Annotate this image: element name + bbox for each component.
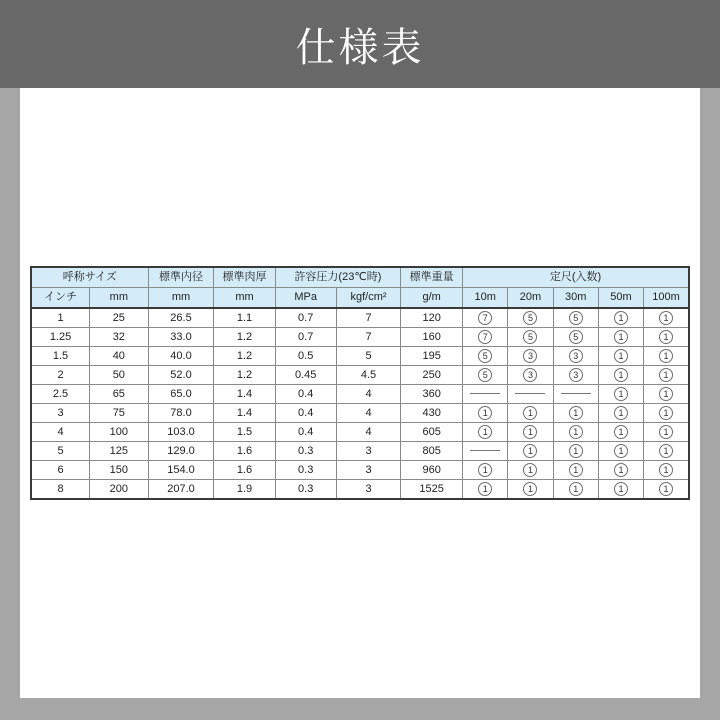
count-cell	[644, 328, 689, 347]
table-row	[31, 461, 689, 480]
header-inner-diameter: 標準内径	[148, 267, 214, 288]
count-cell	[553, 366, 598, 385]
header-mpa: MPa	[275, 288, 336, 309]
circled-number: 1	[659, 349, 673, 363]
count-cell	[598, 480, 643, 500]
table-cell: 0.45	[275, 366, 336, 385]
table-cell: 1	[31, 308, 90, 328]
table-cell: 0.3	[275, 480, 336, 500]
count-cell	[508, 423, 553, 442]
table-cell: 100	[90, 423, 149, 442]
circled-number: 1	[614, 330, 628, 344]
count-cell	[644, 442, 689, 461]
circled-number: 1	[523, 425, 537, 439]
table-cell: 2.5	[31, 385, 90, 404]
count-cell	[553, 461, 598, 480]
table-cell: 195	[401, 347, 463, 366]
header-30m: 30m	[553, 288, 598, 309]
circled-number: 1	[523, 444, 537, 458]
count-cell	[508, 461, 553, 480]
table-cell: 1.9	[214, 480, 275, 500]
spec-table-header	[31, 267, 689, 308]
dash-icon	[470, 450, 500, 451]
circled-number: 5	[523, 330, 537, 344]
table-cell: 33.0	[148, 328, 214, 347]
count-cell	[508, 404, 553, 423]
circled-number: 5	[569, 311, 583, 325]
circled-number: 1	[659, 387, 673, 401]
table-cell: 1.5	[214, 423, 275, 442]
table-row	[31, 347, 689, 366]
circled-number: 1	[659, 444, 673, 458]
table-cell: 805	[401, 442, 463, 461]
count-cell	[553, 442, 598, 461]
table-cell: 103.0	[148, 423, 214, 442]
circled-number: 3	[523, 368, 537, 382]
table-cell: 6	[31, 461, 90, 480]
circled-number: 1	[659, 330, 673, 344]
table-cell: 25	[90, 308, 149, 328]
table-cell: 4	[336, 385, 400, 404]
count-cell	[598, 442, 643, 461]
count-cell	[644, 308, 689, 328]
table-cell: 26.5	[148, 308, 214, 328]
table-cell: 1.6	[214, 442, 275, 461]
table-cell: 0.3	[275, 442, 336, 461]
table-cell: 154.0	[148, 461, 214, 480]
circled-number: 1	[569, 425, 583, 439]
count-cell	[463, 347, 508, 366]
table-cell: 3	[336, 461, 400, 480]
table-cell: 1.4	[214, 404, 275, 423]
title-bar	[0, 0, 720, 88]
count-cell	[463, 442, 508, 461]
header-wall-mm: mm	[214, 288, 275, 309]
table-header-row-units	[31, 288, 689, 309]
table-row	[31, 366, 689, 385]
table-cell: 52.0	[148, 366, 214, 385]
dash-icon	[470, 393, 500, 394]
table-row	[31, 404, 689, 423]
header-10m: 10m	[463, 288, 508, 309]
table-cell: 1.2	[214, 328, 275, 347]
circled-number: 5	[523, 311, 537, 325]
table-cell: 3	[336, 442, 400, 461]
table-cell: 0.5	[275, 347, 336, 366]
table-cell: 8	[31, 480, 90, 500]
circled-number: 1	[614, 406, 628, 420]
header-id-mm: mm	[148, 288, 214, 309]
circled-number: 1	[614, 482, 628, 496]
table-cell: 0.4	[275, 385, 336, 404]
circled-number: 1	[659, 406, 673, 420]
circled-number: 1	[478, 482, 492, 496]
table-cell: 40	[90, 347, 149, 366]
circled-number: 3	[569, 368, 583, 382]
table-cell: 40.0	[148, 347, 214, 366]
count-cell	[508, 366, 553, 385]
count-cell	[598, 366, 643, 385]
count-cell	[553, 385, 598, 404]
circled-number: 1	[614, 349, 628, 363]
table-cell: 75	[90, 404, 149, 423]
table-row	[31, 442, 689, 461]
table-cell: 7	[336, 328, 400, 347]
table-cell: 1.4	[214, 385, 275, 404]
table-cell: 32	[90, 328, 149, 347]
table-cell: 150	[90, 461, 149, 480]
dash-icon	[515, 393, 545, 394]
table-cell: 1.25	[31, 328, 90, 347]
header-wall-thickness: 標準肉厚	[214, 267, 275, 288]
circled-number: 7	[478, 311, 492, 325]
header-inch: インチ	[31, 288, 90, 309]
table-row	[31, 328, 689, 347]
count-cell	[508, 328, 553, 347]
circled-number: 1	[569, 463, 583, 477]
circled-number: 5	[478, 368, 492, 382]
table-cell: 78.0	[148, 404, 214, 423]
circled-number: 5	[478, 349, 492, 363]
count-cell	[553, 423, 598, 442]
count-cell	[598, 423, 643, 442]
count-cell	[644, 366, 689, 385]
table-cell: 4	[336, 423, 400, 442]
header-size: 呼称サイズ	[31, 267, 148, 288]
circled-number: 1	[523, 482, 537, 496]
count-cell	[644, 423, 689, 442]
circled-number: 1	[614, 425, 628, 439]
count-cell	[644, 385, 689, 404]
table-cell: 0.4	[275, 404, 336, 423]
header-100m: 100m	[644, 288, 689, 309]
count-cell	[598, 308, 643, 328]
table-cell: 1.6	[214, 461, 275, 480]
table-cell: 0.3	[275, 461, 336, 480]
circled-number: 1	[614, 444, 628, 458]
circled-number: 1	[659, 463, 673, 477]
circled-number: 1	[659, 368, 673, 382]
table-header-row-groups	[31, 267, 689, 288]
table-cell: 200	[90, 480, 149, 500]
table-cell: 2	[31, 366, 90, 385]
header-length: 定尺(入数)	[463, 267, 689, 288]
circled-number: 1	[614, 463, 628, 477]
content-panel	[20, 88, 700, 698]
table-cell: 0.4	[275, 423, 336, 442]
circled-number: 3	[523, 349, 537, 363]
table-cell: 65.0	[148, 385, 214, 404]
table-row	[31, 308, 689, 328]
table-cell: 4	[31, 423, 90, 442]
header-gm: g/m	[401, 288, 463, 309]
page-title: 仕様表	[295, 25, 425, 70]
count-cell	[463, 328, 508, 347]
count-cell	[553, 308, 598, 328]
count-cell	[508, 480, 553, 500]
spec-table-body	[31, 308, 689, 499]
count-cell	[508, 347, 553, 366]
table-cell: 0.7	[275, 308, 336, 328]
circled-number: 1	[478, 425, 492, 439]
table-cell: 160	[401, 328, 463, 347]
circled-number: 1	[659, 482, 673, 496]
table-cell: 430	[401, 404, 463, 423]
table-cell: 1.5	[31, 347, 90, 366]
table-cell: 129.0	[148, 442, 214, 461]
count-cell	[508, 385, 553, 404]
circled-number: 1	[478, 463, 492, 477]
circled-number: 1	[569, 406, 583, 420]
table-cell: 605	[401, 423, 463, 442]
circled-number: 1	[569, 482, 583, 496]
table-cell: 3	[336, 480, 400, 500]
table-cell: 1.2	[214, 366, 275, 385]
circled-number: 1	[569, 444, 583, 458]
table-row	[31, 385, 689, 404]
count-cell	[463, 404, 508, 423]
circled-number: 1	[659, 311, 673, 325]
count-cell	[508, 308, 553, 328]
count-cell	[598, 385, 643, 404]
circled-number: 1	[659, 425, 673, 439]
count-cell	[553, 347, 598, 366]
header-50m: 50m	[598, 288, 643, 309]
table-cell: 50	[90, 366, 149, 385]
table-cell: 120	[401, 308, 463, 328]
count-cell	[598, 328, 643, 347]
count-cell	[463, 385, 508, 404]
table-cell: 1525	[401, 480, 463, 500]
circled-number: 1	[614, 387, 628, 401]
table-cell: 4	[336, 404, 400, 423]
table-row	[31, 480, 689, 500]
count-cell	[553, 328, 598, 347]
circled-number: 5	[569, 330, 583, 344]
count-cell	[644, 347, 689, 366]
count-cell	[463, 461, 508, 480]
count-cell	[644, 461, 689, 480]
table-cell: 360	[401, 385, 463, 404]
circled-number: 1	[523, 463, 537, 477]
table-cell: 0.7	[275, 328, 336, 347]
table-cell: 125	[90, 442, 149, 461]
table-cell: 4.5	[336, 366, 400, 385]
table-cell: 7	[336, 308, 400, 328]
table-cell: 65	[90, 385, 149, 404]
count-cell	[463, 366, 508, 385]
table-cell: 1.1	[214, 308, 275, 328]
header-mm: mm	[90, 288, 149, 309]
circled-number: 3	[569, 349, 583, 363]
table-cell: 250	[401, 366, 463, 385]
dash-icon	[561, 393, 591, 394]
table-row	[31, 423, 689, 442]
spec-table	[30, 266, 690, 500]
header-kgf: kgf/cm²	[336, 288, 400, 309]
count-cell	[598, 347, 643, 366]
table-cell: 1.2	[214, 347, 275, 366]
circled-number: 7	[478, 330, 492, 344]
table-cell: 960	[401, 461, 463, 480]
count-cell	[553, 480, 598, 500]
count-cell	[463, 308, 508, 328]
circled-number: 1	[614, 311, 628, 325]
count-cell	[463, 480, 508, 500]
circled-number: 1	[478, 406, 492, 420]
count-cell	[598, 404, 643, 423]
table-cell: 5	[336, 347, 400, 366]
header-weight: 標準重量	[401, 267, 463, 288]
header-20m: 20m	[508, 288, 553, 309]
count-cell	[463, 423, 508, 442]
table-cell: 207.0	[148, 480, 214, 500]
count-cell	[598, 461, 643, 480]
count-cell	[644, 480, 689, 500]
count-cell	[644, 404, 689, 423]
circled-number: 1	[523, 406, 537, 420]
table-cell: 5	[31, 442, 90, 461]
circled-number: 1	[614, 368, 628, 382]
header-pressure: 許容圧力(23℃時)	[275, 267, 401, 288]
table-cell: 3	[31, 404, 90, 423]
count-cell	[508, 442, 553, 461]
count-cell	[553, 404, 598, 423]
